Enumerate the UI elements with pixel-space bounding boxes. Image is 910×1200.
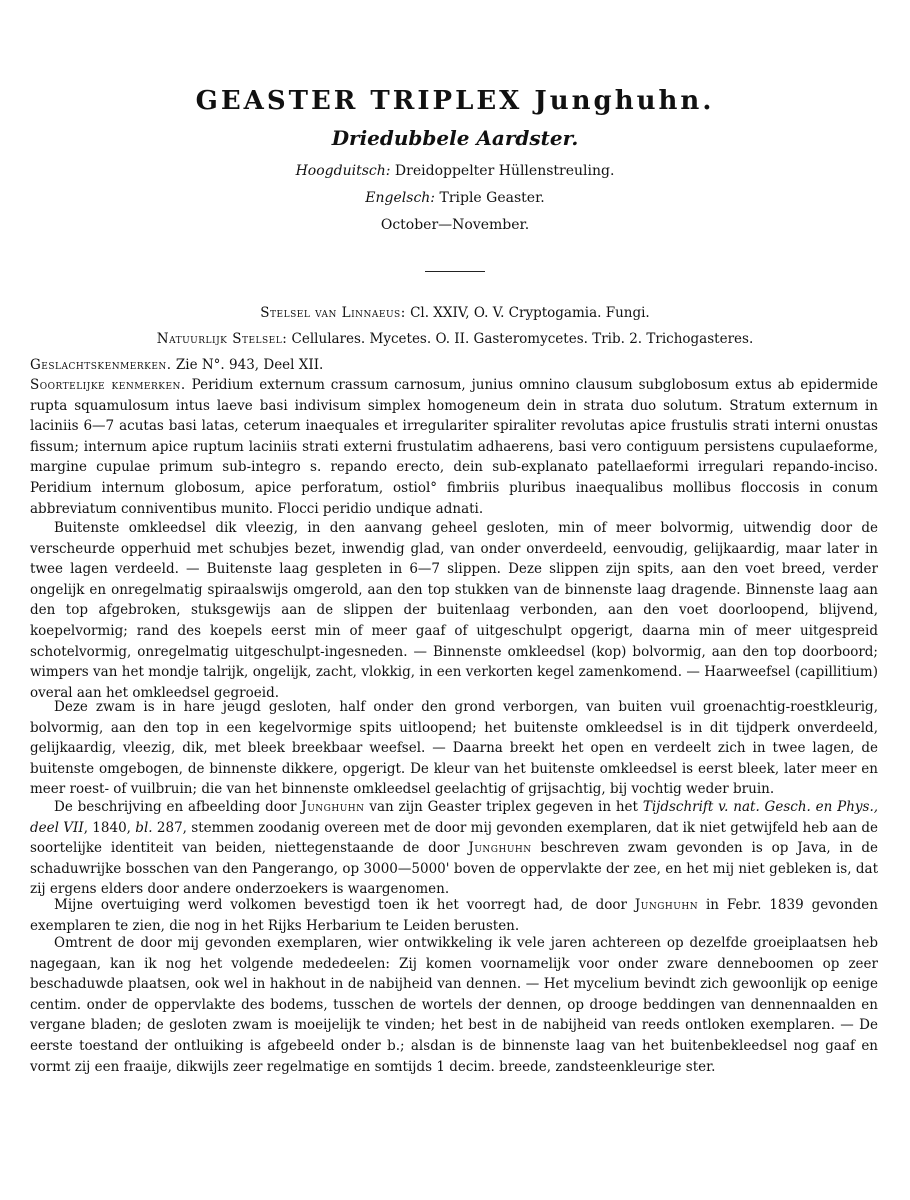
- p4-text-b: in Febr. 1839 gevonden exemplaren te zien, die nog in het Rijks Herbarium te Leiden berusten.: [30, 897, 878, 934]
- author-name: Junghuhn: [468, 840, 532, 857]
- divider-rule: [425, 271, 485, 272]
- p4-text-a: Mijne overtuiging werd volkomen bevestigd toen ik het voorregt had, de door: [54, 897, 627, 913]
- english-name-line: [0, 190, 910, 206]
- genus-label: Geslachtskenmerken.: [30, 357, 172, 373]
- species-label: Soortelijke kenmerken.: [30, 377, 186, 393]
- genus-text: Zie N°. 943, Deel XII.: [175, 357, 324, 373]
- journal-ref: Tijdschrift v. nat. Gesch. en Phys., deel VII: [30, 799, 879, 836]
- p3-text-c: , 1840,: [83, 819, 131, 836]
- paragraph-junghuhn: [30, 797, 878, 900]
- latin-description: [30, 375, 878, 519]
- paragraph-description: Buitenste omkleedsel dik vleezig, in den aanvang geheel gesloten, min of meer bolvormig, uitwendig door de verscheurde opperhuid met schubjes bezet, inwendig glad, van onder onverdeeld, eenvoudig, gelijkaardig, maar later in twee lagen verdeeld. — Buitenste laag gespleten in 6—7 slippen. Deze slippen zijn spits, aan den voet breed, verder ongelijk en onregelmatig spiraalswijs omgerold, aan den top stukken van de binnenste laag dragende. Binnenste laag aan den top afgebroken, stuksgewijs aan de slippen der buitenlaag verbonden, aan den voet doorloopend, blijvend, koepelvormig; rand des koepels eerst min of meer gaaf of uitgeschulpt opgerigt, daarna min of meer uitgespreid schotelvormig, onregelmatig uitgeschulpt-ingesneden. — Binnenste omkleedsel (kop) bolvormig, aan den top doorboord; wimpers van het mondje talrijk, ongelijk, zacht, vlokkig, in een verkorten kegel zamenkomend. — Haarweefsel (capillitium) overal aan het omkleedsel gegroeid.: [30, 520, 878, 701]
- linnaeus-system: [0, 303, 910, 324]
- page-ref: bl.: [135, 819, 153, 836]
- linnaeus-text: Cl. XXIV, O. V. Cryptogamia. Fungi.: [410, 305, 650, 321]
- english-name: Triple Geaster.: [439, 190, 545, 206]
- p3-text-a: De beschrijving en afbeelding door: [54, 799, 297, 815]
- linnaeus-label: Stelsel van Linnaeus:: [260, 305, 406, 321]
- paragraph-development: Deze zwam is in hare jeugd gesloten, half onder den grond verborgen, van buiten vuil groenachtig-roestkleurig, bolvormig, aan den top in een kegelvormige spits uitloopend; het buitenste omkleedsel is in dit tijdperk onverdeeld, gelijkaardig, vleezig, dik, met bleek breekbaar weefsel. — Daarna breekt het open en verdeelt zich in twee lagen, de buitenste omgebogen, de binnenste dikkere, opgerigt. De kleur van het buitenste omkleedsel is eerst bleek, later meer en meer roest- of vuilbruin; die van het binnenste omkleedsel geelachtig of grijsachtig, bij vochtig weder bruin.: [30, 699, 878, 798]
- natural-system: [0, 329, 910, 350]
- german-name: Dreidoppelter Hüllenstreuling.: [394, 163, 615, 179]
- author-name: Junghuhn: [301, 799, 365, 815]
- p3-text-d: 287, stemmen zoodanig overeen met de door mij gevonden exemplaren, dat ik niet getwijfeld heb aan de soortelijke identiteit van beiden, niettegenstaande de door: [30, 819, 878, 857]
- season: October—November.: [380, 217, 530, 233]
- latin-text: Peridium externum crassum carnosum, junius omnino clausum subglobosum extus ab epidermide rupta squamulosum intus laeve basi indivisum simplex homogeneum dein in strata duo solutum. Stratum externum in laciniis 6—7 acutas basi latas, ceterum inaequales et irregulariter spiraliter revolutas apice frustulis strati interni onustas fissum; internum apice ruptum laciniis strati externi frustulatim adhaerens, basi vero contiguum persistens cupulaeforme, margine cupulae primum sub-integro s. repando erecto, dein sub-explanato patellaeformi irregulari repando-inciso. Peridium internum globosum, apice perforatum, ostiol° fimbriis pluribus inaequalibus mollibus floccosis in conum abbreviatum conniventibus munito. Flocci peridio undique adnati.: [30, 377, 878, 517]
- german-name-line: [0, 163, 910, 179]
- paragraph-confirmation: [30, 895, 878, 936]
- natural-label: Natuurlijk Stelsel:: [156, 331, 288, 347]
- p3-text-e: beschreven zwam gevonden is op Java, in de schaduwrijke bosschen van den Pangerango, op 3000—5000' boven de oppervlakte der zee, en het mij niet gebleken is, dat zij ergens elders door andere onderzoekers is waargenomen.: [30, 840, 879, 898]
- german-label: Hoogduitsch:: [295, 163, 391, 179]
- author-name: Junghuhn: [634, 897, 699, 913]
- page-title: GEASTER TRIPLEX Junghuhn.: [195, 86, 715, 116]
- p3-text-b: van zijn Geaster triplex gegeven in het: [369, 799, 638, 815]
- natural-text: Cellulares. Mycetes. O. II. Gasteromycetes. Trib. 2. Trichogasteres.: [291, 331, 754, 347]
- genus-characters: [30, 355, 878, 376]
- dutch-name: Driedubbele Aardster.: [331, 126, 579, 150]
- paragraph-observations: Omtrent de door mij gevonden exemplaren, wier ontwikkeling ik vele jaren achtereen op dezelfde groeiplaatsen heb nagegaan, kan ik nog het volgende mededeelen: Zij komen voornamelijk voor onder zware denneboomen op zeer beschaduwde plaatsen, ook wel in hakhout in de nabijheid van dennen. — Het mycelium bevindt zich gewoonlijk op eenige centim. onder de oppervlakte des bodems, tusschen de wortels der dennen, op drooge beddingen van dennennaalden en vergane bladen; de gesloten zwam is moeijelijk te vinden; het best in de nabijheid van reeds ontloken exemplaren. — De eerste toestand der ontluiking is afgebeeld onder b.; alsdan is de binnenste laag van het buitenbekleedsel nog gaaf en vormt zij een fraaije, dikwijls zeer regelmatige en somtijds 1 decim. breede, zandsteenkleurige ster.: [30, 935, 878, 1075]
- english-label: Engelsch:: [365, 190, 436, 206]
